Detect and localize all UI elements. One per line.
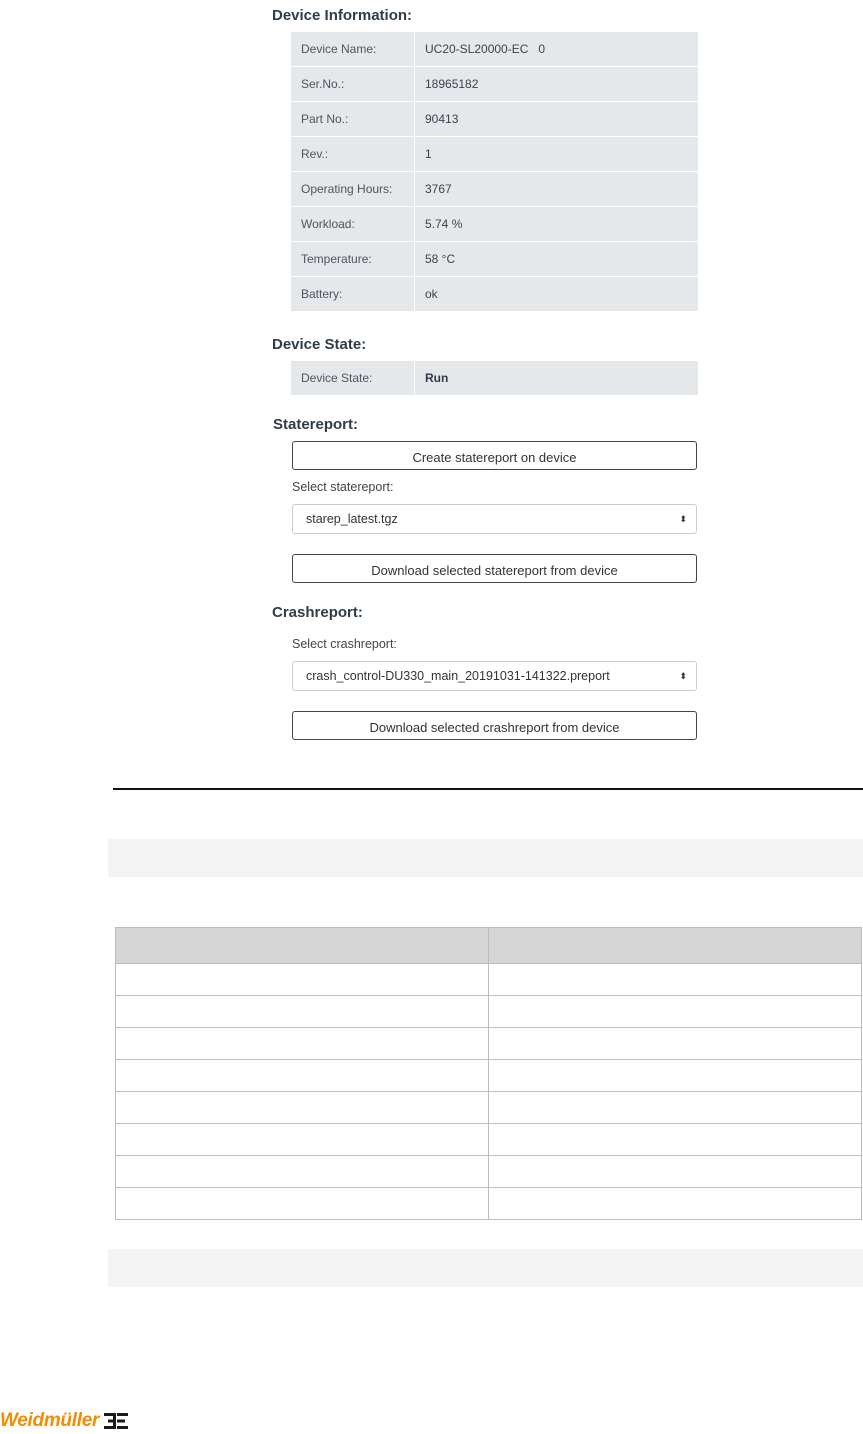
workload-label: Workload:: [291, 207, 415, 242]
table-row: [291, 137, 698, 172]
revision-label: Rev.:: [291, 137, 415, 172]
temperature-label: Temperature:: [291, 242, 415, 277]
table-cell: [489, 1060, 862, 1092]
table-row: [291, 242, 698, 277]
table-row: [291, 361, 698, 395]
device-name-label: Device Name:: [291, 32, 415, 67]
part-number-label: Part No.:: [291, 102, 415, 137]
download-crashreport-button[interactable]: Download selected crashreport from device: [292, 711, 697, 740]
operating-hours-value: 3767: [415, 172, 699, 207]
statereport-select[interactable]: [292, 504, 697, 534]
table-header-row: [116, 928, 862, 964]
statereport-selected-value: starep_latest.tgz: [306, 512, 398, 526]
device-information-table: [291, 32, 698, 311]
table-row: [116, 1028, 862, 1060]
table-cell: [116, 1028, 489, 1060]
select-statereport-label: Select statereport:: [292, 480, 394, 494]
table-cell: [116, 1124, 489, 1156]
crashreport-selected-value: crash_control-DU330_main_20191031-141322.preport: [306, 669, 610, 683]
device-state-label: Device State:: [291, 361, 415, 395]
table-cell: [489, 1156, 862, 1188]
grey-band-bottom: [108, 1249, 863, 1287]
table-cell: [489, 1028, 862, 1060]
serial-number-label: Ser.No.:: [291, 67, 415, 102]
table-cell: [116, 1092, 489, 1124]
table-row: [291, 67, 698, 102]
operating-hours-label: Operating Hours:: [291, 172, 415, 207]
table-row: [291, 207, 698, 242]
table-cell: [489, 1124, 862, 1156]
table-cell: [116, 1156, 489, 1188]
table-cell: [116, 964, 489, 996]
device-name-value: UC20-SL20000-EC 0: [415, 32, 699, 67]
select-crashreport-label: Select crashreport:: [292, 637, 397, 651]
empty-table: [115, 927, 862, 1220]
table-row: [291, 32, 698, 67]
table-cell: [489, 964, 862, 996]
table-row: [291, 172, 698, 207]
table-row: [116, 1156, 862, 1188]
table-cell: [116, 1188, 489, 1220]
crashreport-title: Crashreport:: [272, 604, 363, 621]
table-row: [116, 1188, 862, 1220]
table-header-cell: [116, 928, 489, 964]
device-state-title: Device State:: [272, 336, 367, 353]
table-row: [116, 1060, 862, 1092]
table-cell: [116, 1060, 489, 1092]
table-row: [291, 102, 698, 137]
part-number-value: 90413: [415, 102, 699, 137]
horizontal-divider: [113, 788, 863, 790]
table-row: [116, 1124, 862, 1156]
battery-label: Battery:: [291, 277, 415, 312]
table-cell: [489, 1188, 862, 1220]
crashreport-select[interactable]: [292, 661, 697, 691]
select-arrows-icon: ⬍: [679, 514, 687, 524]
table-cell: [489, 1092, 862, 1124]
logo-text: Weidmüller: [0, 1410, 100, 1431]
select-arrows-icon: ⬍: [679, 671, 687, 681]
download-statereport-button[interactable]: Download selected statereport from device: [292, 554, 697, 583]
device-state-value: Run: [425, 371, 449, 385]
table-row: [116, 996, 862, 1028]
weidmuller-logo: [0, 1408, 129, 1434]
temperature-value: 58 °C: [415, 242, 699, 277]
table-header-cell: [489, 928, 862, 964]
device-information-title: Device Information:: [272, 7, 413, 24]
logo-mark-icon: [103, 1411, 129, 1431]
serial-number-value: 18965182: [415, 67, 699, 102]
table-row: [291, 277, 698, 312]
table-row: [116, 1092, 862, 1124]
battery-value: ok: [425, 287, 438, 301]
workload-value: 5.74 %: [415, 207, 699, 242]
statereport-title: Statereport:: [273, 416, 359, 433]
table-cell: [489, 996, 862, 1028]
revision-value: 1: [415, 137, 699, 172]
grey-band-top: [108, 839, 863, 877]
device-state-table: [291, 361, 698, 395]
table-row: [116, 964, 862, 996]
table-cell: [116, 996, 489, 1028]
create-statereport-button[interactable]: Create statereport on device: [292, 441, 697, 470]
